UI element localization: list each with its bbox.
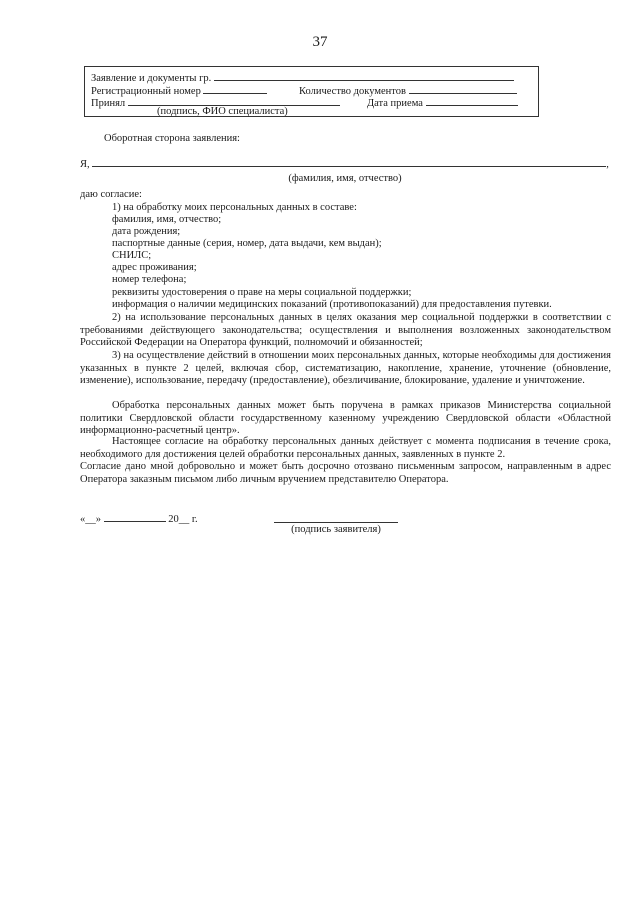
revocation-paragraph bbox=[80, 461, 611, 486]
doc-count-field[interactable] bbox=[409, 84, 517, 94]
date-month-field[interactable] bbox=[104, 512, 166, 522]
reverse-side-title: Оборотная сторона заявления: bbox=[104, 133, 240, 144]
date-year: 20__ г. bbox=[168, 514, 198, 525]
processing-text: Обработка персональных данных может быть поручена в рамках приказов Министерства социальной политики Свердловской области государственному казенному учреждению Свердловской области «Областной информационно-расчетный центр». bbox=[80, 400, 611, 436]
applicant-field[interactable] bbox=[214, 71, 514, 81]
item3-text: 3) на осуществление действий в отношении моих персональных данных, которые необходимы для достижения указанных в пункте 2 целей, включая сбор, систематизацию, накопление, хранение, уточнение (обновление, изменение), использование, передачу (предоставление), обезличивание, блокирование, удаление и уничтожение. bbox=[80, 350, 611, 386]
item2-paragraph bbox=[80, 312, 611, 350]
registration-box bbox=[84, 66, 539, 117]
validity-paragraph bbox=[80, 436, 611, 461]
date-day: «__» bbox=[80, 514, 101, 525]
consent-intro: даю согласие: bbox=[80, 189, 142, 200]
item2-text: 2) на использование персональных данных в целях оказания мер социальной поддержки в соответствии с требованиями действующего законодательства; осуществления и выполнения возложенных законодательством Российской Федерации на Оператора функций, полномочий и обязанностей; bbox=[80, 312, 611, 348]
processing-paragraph bbox=[80, 400, 611, 438]
item1-intro: 1) на обработку моих персональных данных в составе: bbox=[112, 202, 357, 213]
name-hint: (фамилия, имя, отчество) bbox=[288, 173, 402, 184]
list-item: паспортные данные (серия, номер, дата выдачи, кем выдан); bbox=[112, 238, 382, 249]
applicant-row bbox=[91, 71, 514, 85]
applicant-label: Заявление и документы гр. bbox=[91, 73, 212, 84]
i-label: Я, bbox=[80, 159, 90, 170]
list-item: информация о наличии медицинских показаний (противопоказаний) для предоставления путевки. bbox=[112, 299, 552, 310]
i-row: Я, , bbox=[80, 159, 609, 170]
accepted-label: Принял bbox=[91, 98, 126, 109]
list-item: адрес проживания; bbox=[112, 262, 197, 273]
date-field[interactable] bbox=[426, 96, 518, 106]
page-number: 37 bbox=[312, 34, 328, 50]
item3-paragraph bbox=[80, 350, 611, 388]
full-name-field[interactable] bbox=[92, 157, 606, 167]
list-item: дата рождения; bbox=[112, 226, 181, 237]
list-item: фамилия, имя, отчество; bbox=[112, 214, 222, 225]
validity-text: Настоящее согласие на обработку персональных данных действует с момента подписания в течение срока, необходимого для достижения целей обработки персональных данных, заявленных в пункте 2. bbox=[80, 436, 611, 460]
applicant-signature-hint: (подпись заявителя) bbox=[291, 524, 381, 535]
date-label: Дата приема bbox=[367, 98, 423, 109]
reg-number-label: Регистрационный номер bbox=[91, 86, 201, 97]
accepted-field[interactable] bbox=[128, 96, 340, 106]
revocation-text: Согласие дано мной добровольно и может быть досрочно отозвано письменным запросом, направленным в адрес Оператора заказным письмом либо личным вручением представителю Оператора. bbox=[80, 461, 611, 485]
date-row bbox=[367, 96, 518, 110]
specialist-signature-hint: (подпись, ФИО специалиста) bbox=[157, 106, 288, 117]
list-item: реквизиты удостоверения о праве на меры социальной поддержки; bbox=[112, 287, 412, 298]
list-item: СНИЛС; bbox=[112, 250, 152, 261]
signing-date-row bbox=[80, 512, 198, 526]
reg-number-field[interactable] bbox=[203, 84, 267, 94]
list-item: номер телефона; bbox=[112, 274, 187, 285]
applicant-signature-line[interactable] bbox=[274, 522, 398, 523]
doc-count-label: Количество документов bbox=[299, 86, 406, 97]
